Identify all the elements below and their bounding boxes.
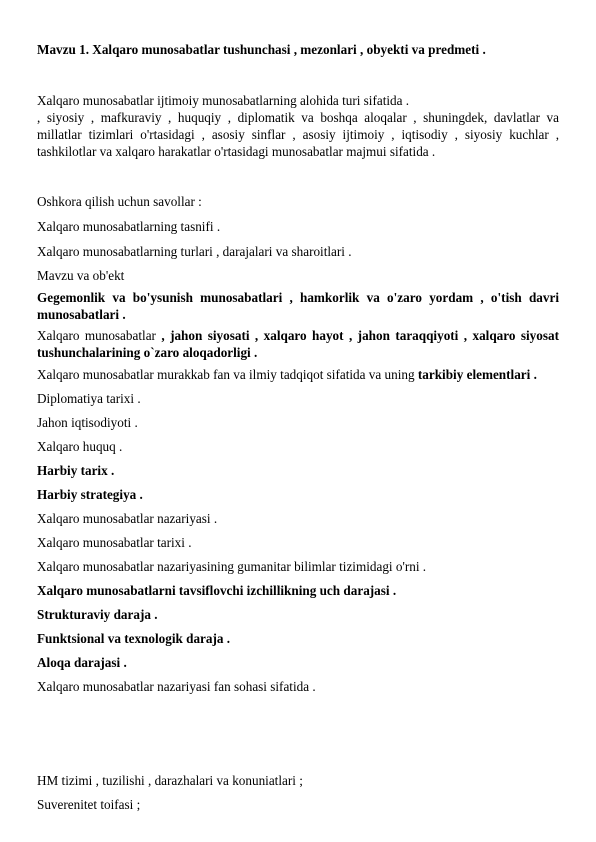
list-item: Xalqaro munosabatlarni tavsiflovchi izchillikning uch darajasi .: [37, 583, 397, 598]
list-item: Strukturaviy daraja .: [37, 607, 158, 622]
list-item: Xalqaro huquq .: [37, 439, 123, 454]
question-interrelation-bold: , jahon siyosati , xalqaro hayot , jahon taraqqiyoti , xalqaro siyosat tushunchalarining o`zaro aloqadorligi .: [37, 328, 559, 360]
list-item: Xalqaro munosabatlar nazariyasi fan sohasi sifatida .: [37, 679, 316, 694]
question-science-bold: tarkibiy elementlari .: [417, 367, 537, 382]
document-title: Mavzu 1. Xalqaro munosabatlar tushunchasi , mezonlari , obyekti va predmeti .: [37, 42, 486, 57]
question-science: [37, 366, 559, 383]
footer-line-2: Suverenitet toifasi ;: [37, 797, 141, 812]
list-item: Diplomatiya tarixi .: [37, 391, 141, 406]
question-subject-object: Mavzu va ob'ekt: [37, 268, 125, 283]
list-item: Aloqa darajasi .: [37, 655, 127, 670]
question-hegemony-text: Gegemonlik va bo'ysunish munosabatlari , hamkorlik va o'zaro yordam , o'tish davri munosabatlari .: [37, 290, 559, 322]
list-item: Harbiy tarix .: [37, 463, 115, 478]
question-interrelation: [37, 327, 559, 361]
question-types: Xalqaro munosabatlarning turlari , darajalari va sharoitlari .: [37, 244, 352, 259]
question-hegemony: [37, 289, 559, 323]
intro-paragraph-2: , siyosiy , mafkuraviy , huquqiy , diplomatik va boshqa aloqalar , shuningdek, davlatlar va millatlar tizimlari o'rtasidagi , asosiy sinflar , asosiy ijtimoiy , iqtisodiy , siyosiy kuchlar , tashkilotlar va xalqaro harakatlar o'rtasidagi munosabatlar majmui sifatida .: [37, 110, 559, 159]
list-item: Xalqaro munosabatlar tarixi .: [37, 535, 192, 550]
questions-heading: Oshkora qilish uchun savollar :: [37, 194, 202, 209]
list-item: Harbiy strategiya .: [37, 487, 143, 502]
list-item: Funktsional va texnologik daraja .: [37, 631, 231, 646]
footer-line-1: HM tizimi , tuzilishi , darazhalari va konuniatlari ;: [37, 773, 303, 788]
question-science-plain: Xalqaro munosabatlar murakkab fan va ilmiy tadqiqot sifatida va uning: [37, 367, 418, 382]
list-item: Jahon iqtisodiyoti .: [37, 415, 138, 430]
question-interrelation-plain: Xalqaro munosabatlar: [37, 328, 156, 343]
intro-paragraph-1: Xalqaro munosabatlar ijtimoiy munosabatlarning alohida turi sifatida .: [37, 93, 410, 108]
list-item: Xalqaro munosabatlar nazariyasi .: [37, 511, 218, 526]
list-item: Xalqaro munosabatlar nazariyasining gumanitar bilimlar tizimidagi o'rni .: [37, 559, 427, 574]
question-classification: Xalqaro munosabatlarning tasnifi .: [37, 219, 221, 234]
